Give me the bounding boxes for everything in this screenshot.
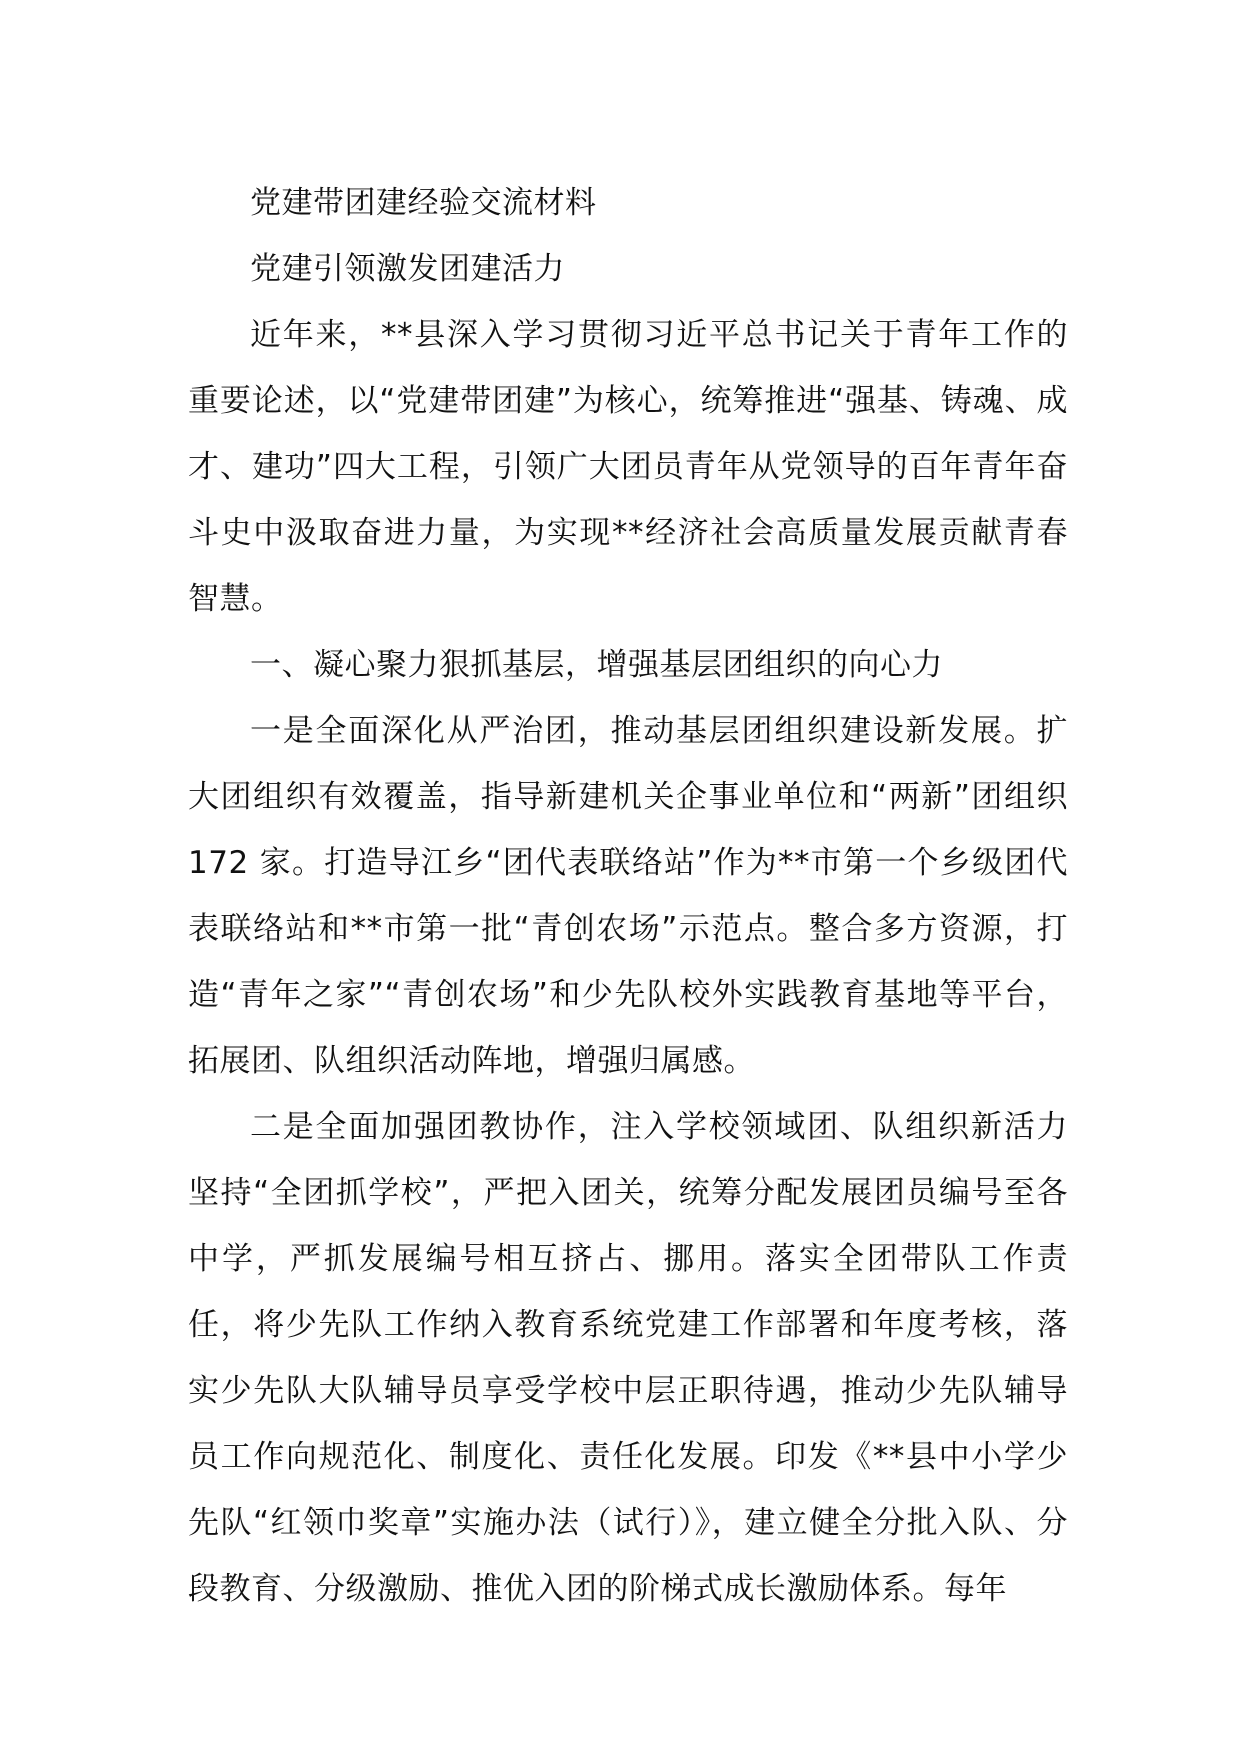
paragraph-section-1-item-2: 二是全面加强团教协作，注入学校领域团、队组织新活力坚持“全团抓学校”，严把入团关，统筹分配发展团员编号至各中学，严抓发展编号相互挤占、挪用。落实全团带队工作责任，将少先队工作纳入教育系统党建工作部署和年度考核，落实少先队大队辅导员享受学校中层正职待遇，推动少先队辅导员工作向规范化、制度化、责任化发展。印发《**县中小学少先队“红领巾奖章”实施办法（试行）》，建立健全分批入队、分段教育、分级激励、推优入团的阶梯式成长激励体系。每年 xyxy=(188,1109,1068,1607)
document-body xyxy=(188,170,1068,1622)
document-subtitle: 党建引领激发团建活力 xyxy=(250,251,565,287)
section-heading-1: 一、凝心聚力狠抓基层，增强基层团组织的向心力 xyxy=(250,647,943,683)
document-title: 党建带团建经验交流材料 xyxy=(250,185,597,221)
paragraph-section-1-item-1: 一是全面深化从严治团，推动基层团组织建设新发展。扩大团组织有效覆盖，指导新建机关企事业单位和“两新”团组织 172 家。打造导江乡“团代表联络站”作为**市第一个乡级团代表联络站和**市第一批“青创农场”示范点。整合多方资源，打造“青年之家”“青创农场”和少先队校外实践教育基地等平台，拓展团、队组织活动阵地，增强归属感。 xyxy=(188,713,1068,1079)
paragraph-intro: 近年来，**县深入学习贯彻习近平总书记关于青年工作的重要论述，以“党建带团建”为核心，统筹推进“强基、铸魂、成才、建功”四大工程，引领广大团员青年从党领导的百年青年奋斗史中汲取奋进力量，为实现**经济社会高质量发展贡献青春智慧。 xyxy=(188,317,1068,617)
